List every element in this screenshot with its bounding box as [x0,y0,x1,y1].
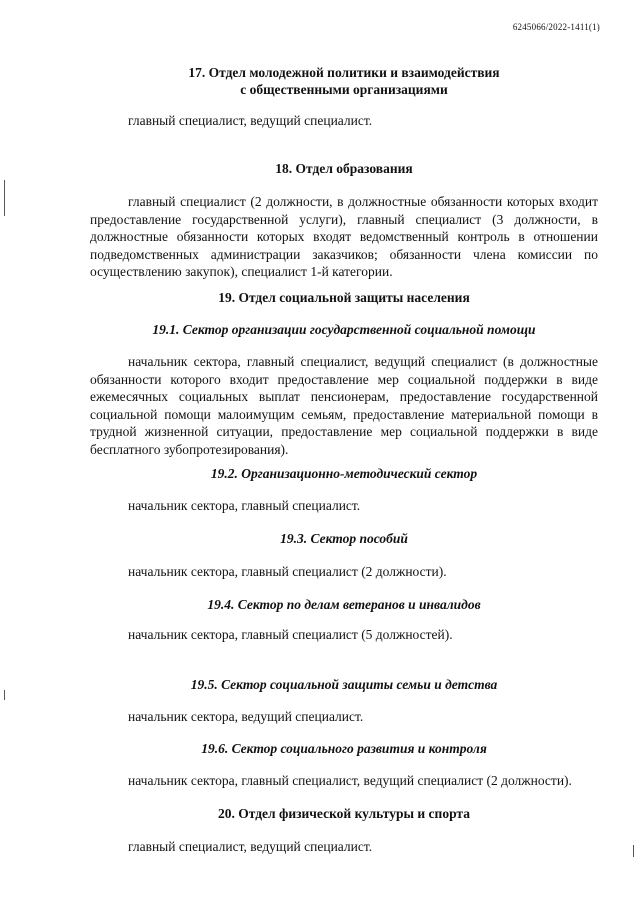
section-17-text: главный специалист, ведущий специалист. [128,113,373,128]
section-18-text: главный специалист (2 должности, в должностные обязанности которых входит предоставление государственной услуги), главный специалист (3 должности, в должностные обязанности которых входят ведомственный контроль в отношении подведомственных администрации заказчиков; обязанности члена комиссии по осуществлению закупок), специалист 1-й категории. [90,194,598,279]
section-19-5-title: 19.5. Сектор социальной защиты семьи и детства [190,677,498,692]
section-19-3-title: 19.3. Сектор пособий [280,531,408,546]
section-17-title: 17. Отдел молодежной политики и взаимодействия с общественными организациями [188,65,500,97]
section-20-text: главный специалист, ведущий специалист. [128,839,373,854]
section-18-title: 18. Отдел образования [275,161,413,176]
section-19-title: 19. Отдел социальной защиты населения [218,290,470,305]
section-19-2-text: начальник сектора, главный специалист. [128,498,361,513]
section-19-6-text: начальник сектора, главный специалист, ведущий специалист (2 должности). [128,773,572,788]
section-19-5-text: начальник сектора, ведущий специалист. [128,709,364,724]
section-19-1-title: 19.1. Сектор организации государственной социальной помощи [152,322,536,337]
section-19-1-text: начальник сектора, главный специалист, ведущий специалист (в должностные обязанности которого входит предоставление мер социальной поддержки в виде ежемесячных социальных выплат пенсионерам, предоставление государственной социальной помощи малоимущим семьям, предоставление материальной помощи в трудной жизненной ситуации, предоставление мер социальной поддержки в виде бесплатного зубопротезирования). [90,354,598,457]
margin-mark-left-bottom [4,690,5,700]
section-19-4-title: 19.4. Сектор по делам ветеранов и инвалидов [207,597,481,612]
section-20-title: 20. Отдел физической культуры и спорта [218,806,470,821]
section-19-3-text: начальник сектора, главный специалист (2 должности). [128,564,447,579]
section-19-4-text: начальник сектора, главный специалист (5 должностей). [128,627,453,642]
document-id: 6245066/2022-1411(1) [512,22,600,32]
section-19-2-title: 19.2. Организационно-методический сектор [210,466,478,481]
section-19-6-title: 19.6. Сектор социального развития и контроля [201,741,487,756]
margin-mark-left-top [4,180,5,216]
